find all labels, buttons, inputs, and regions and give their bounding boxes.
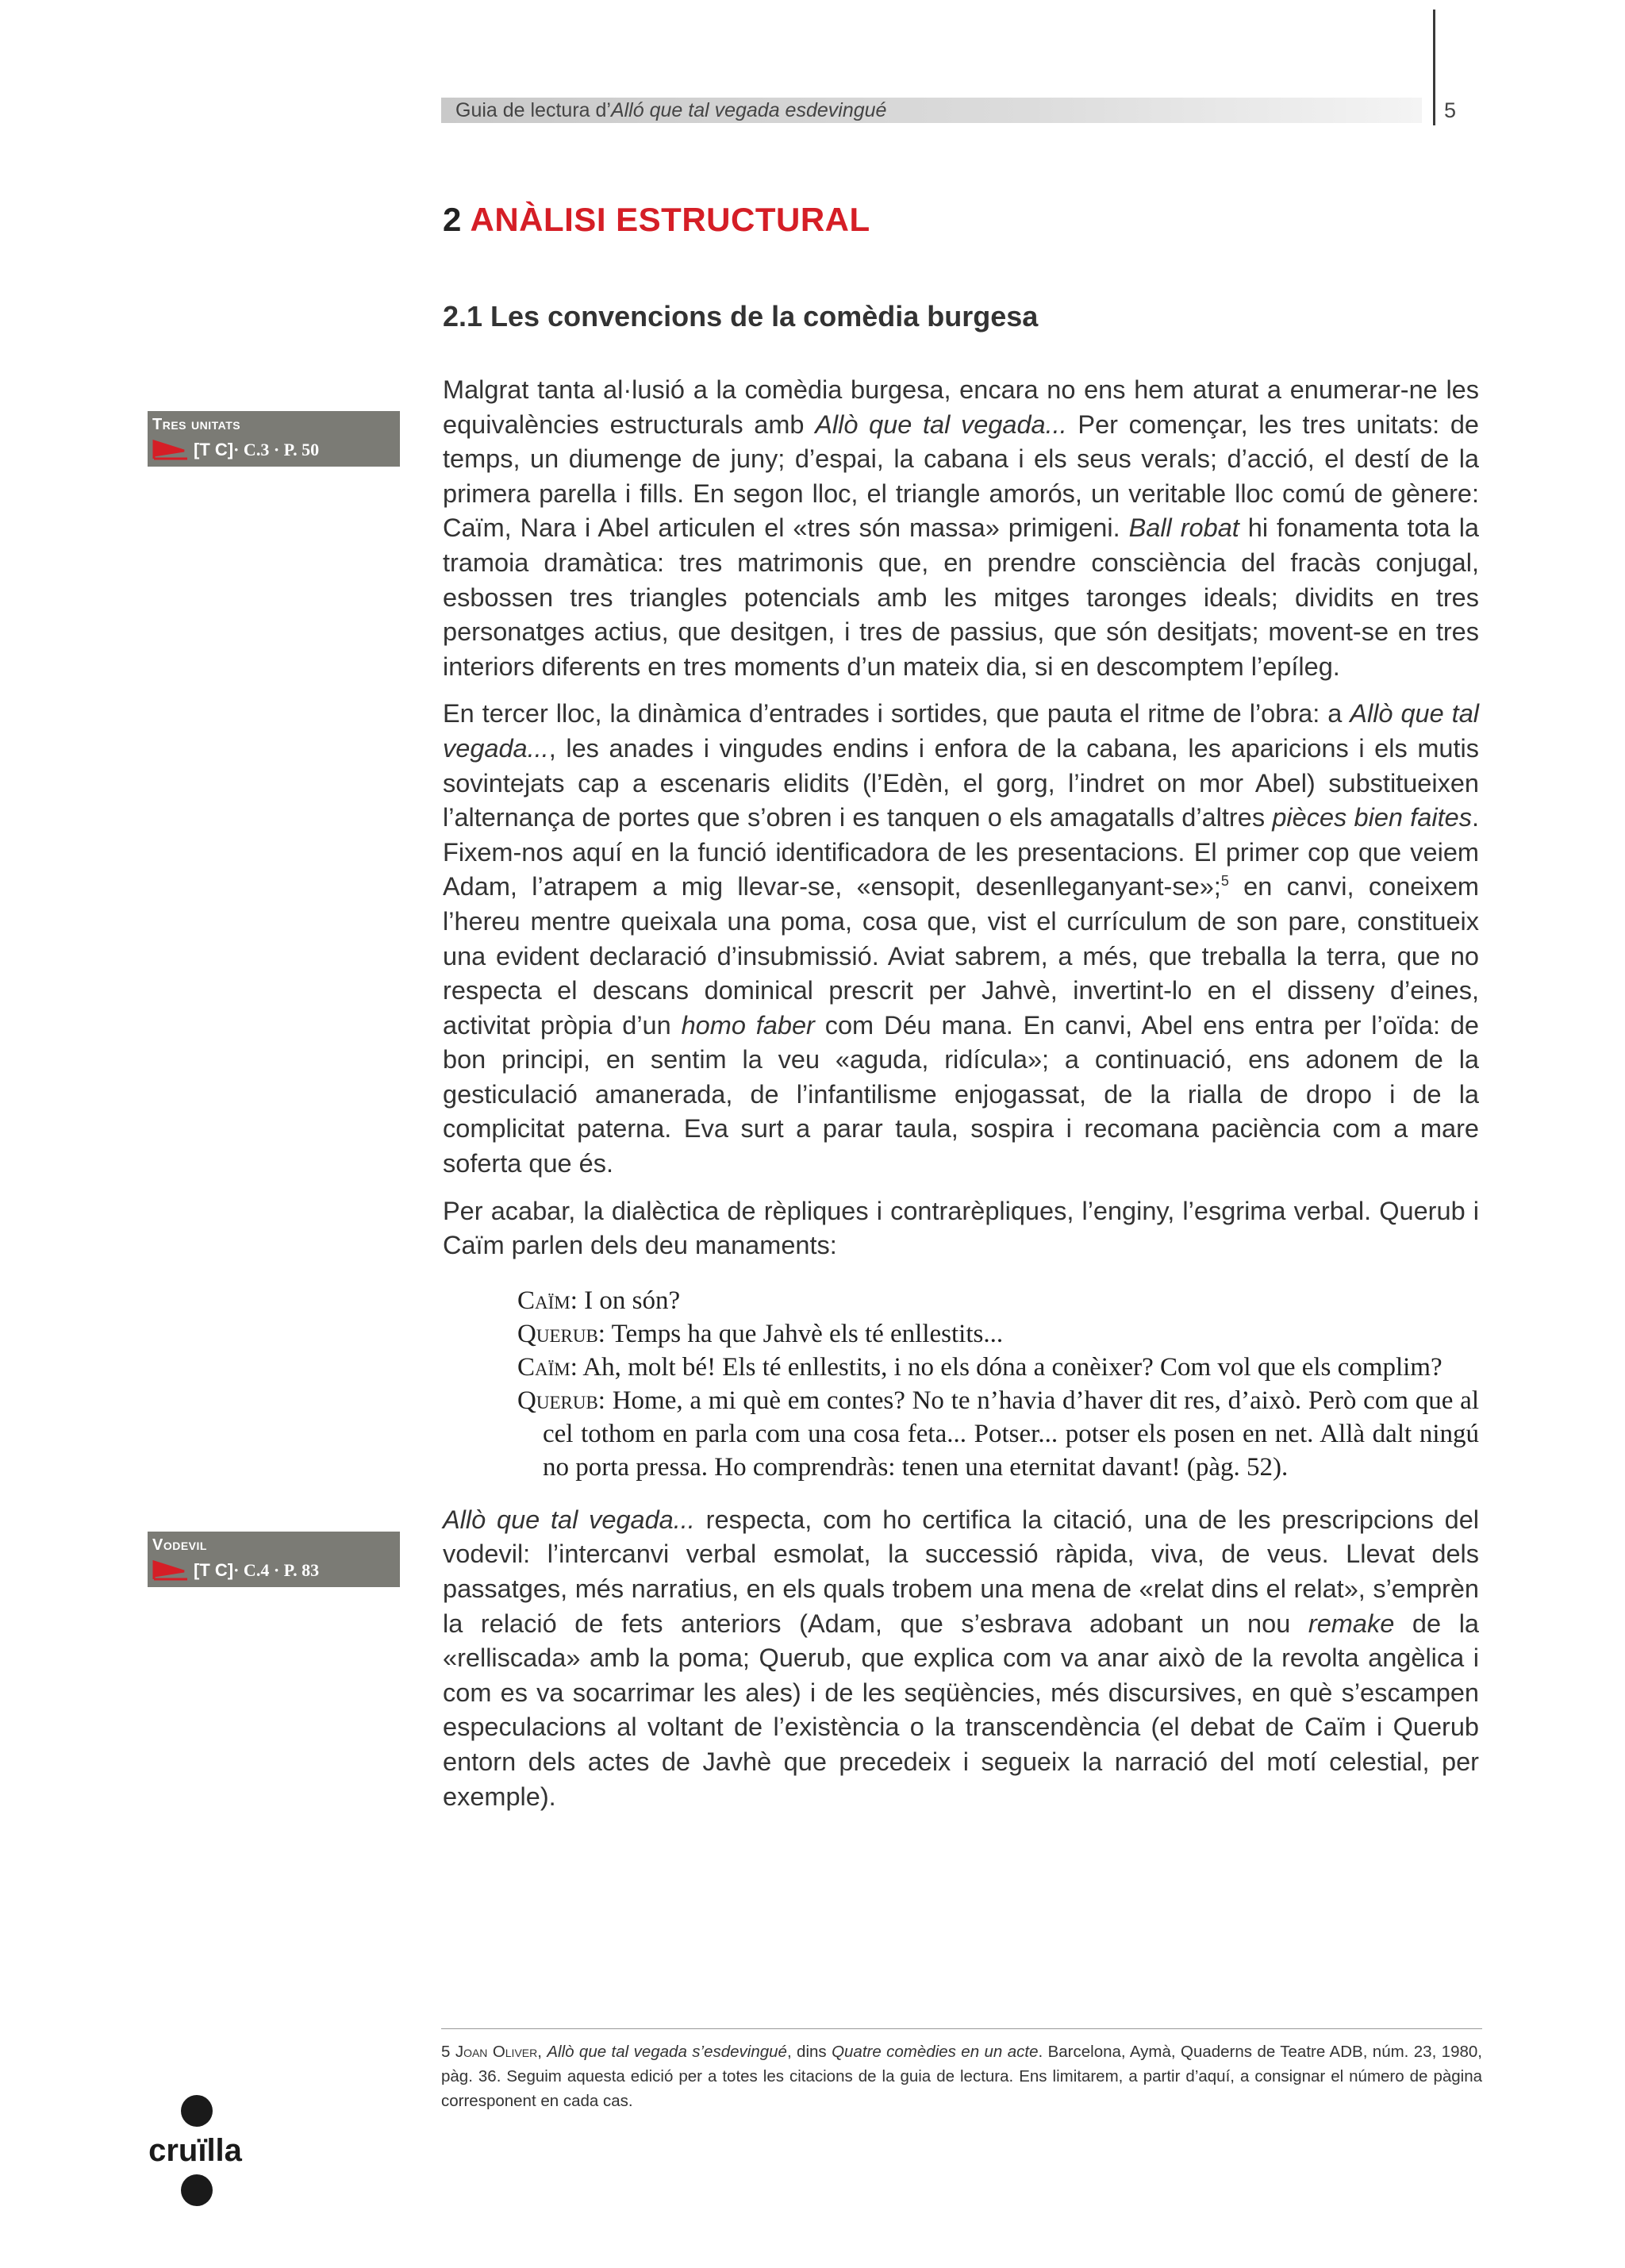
section-title-text: ANÀLISI ESTRUCTURAL	[470, 201, 870, 238]
footnote-divider	[441, 2028, 1482, 2029]
paragraph-1: Malgrat tanta al·lusió a la comèdia burgesa, encara no ens hem aturat a enumerar-ne les equivalències estructurals amb Allò que tal vegada... Per començar, les tres unitats: de temps, un diumenge de juny; d’espai, la cabana i els seus verals; d’acció, el destí de la primera parella i fills. En segon lloc, el triangle amorós, un veritable lloc comú de gènere: Caïm, Nara i Abel articulen el «tres són massa» primigeni. Ball robat hi fonamenta tota la tramoia dramàtica: tres matrimonis que, en prendre consciència del fracàs conjugal, esbossen tres triangles potencials amb les mitges taronges ideals; dividits en tres personatges actius, que desitgen, i tres de passius, que són desitjats; movent-se en tres interiors diferents en tres moments d’un mateix dia, si en descomptem l’epíleg.	[443, 375, 1479, 681]
dialogue-line: Caïm: I on són?	[517, 1286, 681, 1315]
footnote-author: Joan Oliver	[455, 2043, 538, 2061]
subsection-title: 2.1 Les convencions de la comèdia burgesa	[443, 300, 1039, 333]
margin-note-tres-unitats	[148, 411, 400, 467]
header-vertical-rule	[1433, 10, 1435, 125]
margin-note-label: Vodevil	[152, 1536, 207, 1554]
paragraph-3: Per acabar, la dialèctica de rèpliques i contrarèpliques, l’enginy, l’esgrima verbal. Querub i Caïm parlen dels deu manaments:	[443, 1196, 1479, 1260]
dialogue-line: Querub: Temps ha que Jahvè els té enllestits...	[517, 1319, 1004, 1348]
margin-note-label: Tres unitats	[152, 416, 241, 433]
margin-note-vodevil	[148, 1532, 400, 1587]
red-flag-icon	[152, 1560, 189, 1581]
section-title	[443, 201, 870, 239]
dialogue-line: Querub: Home, a mi què em contes? No te n’havia d’haver dit res, d’això. Però com que al cel tothom en parla com una cosa feta... Potser... potser els posen en net. Allà dalt ningú no porta pressa. Ho comprendràs: tenen una eternitat davant! (pàg. 52).	[517, 1386, 1479, 1482]
publisher-logo	[148, 2095, 243, 2206]
running-header-title: Alló que tal vegada esdevingué	[610, 99, 887, 121]
speaker: Querub	[517, 1386, 598, 1415]
red-flag-icon	[152, 440, 189, 460]
logo-dot-bottom	[181, 2174, 213, 2206]
speaker: Querub	[517, 1319, 598, 1348]
body-text	[443, 373, 1479, 1827]
footnote-marker[interactable]: 5	[1220, 873, 1229, 890]
footnote-number: 5	[441, 2043, 451, 2061]
dialogue-quote	[517, 1284, 1479, 1484]
margin-note-ref	[152, 1559, 319, 1582]
tc-tag: [T C]	[194, 1560, 234, 1580]
paragraph-2: En tercer lloc, la dinàmica d’entrades i sortides, que pauta el ritme de l’obra: a Allò que tal vegada..., les anades i vingudes endins i enfora de la cabana, les aparicions i els mutis sovintejats cap a escenaris elidits (l’Edèn, el gorg, l’indret on mor Abel) substitueixen l’alternança de portes que s’obren i es tanquen o els amagatalls d’altres pièces bien faites. Fixem-nos aquí en la funció identificadora de les presentacions. El primer cop que veiem Adam, l’atrapem a mig llevar-se, «ensopit, desenlleganyant-se»;$^5$ en canvi, coneixem l’hereu mentre queixala una poma, cosa que, vist el currículum de son pare, constitueix una evident declaració d’insubmissió. Aviat sabrem, a més, que treballa la terra, que no respecta el descans dominical prescrit per Jahvè, invertint-lo en el disseny d’eines, activitat pròpia d’un homo faber com Déu mana. En canvi, Abel ens entra per l’oïda: de bon principi, en sentim la veu «aguda, ridícula»; a continuació, ens adonem de la gesticulació amanerada, de l’infantilisme enjogassat, de la rialla de dropo i de la complicitat paterna. Eva surt a parar taula, sospira i recomana paciència com a mare soferta que és.	[443, 699, 1480, 1178]
tc-tag: [T C]	[194, 440, 234, 459]
running-header: Guia de lectura d’Alló que tal vegada esdevingué	[455, 99, 887, 121]
dialogue-line: Caïm: Ah, molt bé! Els té enllestits, i no els dóna a conèixer? Com vol que els complim?	[517, 1352, 1443, 1382]
paragraph-4: Allò que tal vegada... respecta, com ho certifica la citació, una de les prescripcions del vodevil: l’intercanvi verbal esmolat, la successió ràpida, viva, de veus. Llevat dels passatges, més narratius, en els quals trobem una mena de «relat dins el relat», s’emprèn la relació de fets anteriors (Adam, que s’esbrava adobant un nou remake de la «relliscada» amb la poma; Querub, que explica com va anar això de la revolta angèlica i com es va socarrimar les ales) i de les seqüències, més discursives, en què s’escampen especulacions al voltant de l’existència o la transcendència (el debat de Caïm i Querub entorn dels actes de Javhè que precedeix i segueix la narració del motí celestial, per exemple).	[443, 1505, 1479, 1811]
page-number: 5	[1444, 98, 1457, 122]
chapter-page-ref: · C.4 · P. 83	[233, 1560, 320, 1580]
chapter-page-ref: · C.3 · P. 50	[233, 440, 320, 459]
footnote: 5 Joan Oliver, Allò que tal vegada s’esdevingué, dins Quatre comèdies en un acte. Barcelona, Aymà, Quaderns de Teatre ADB, núm. 23, 1980, pàg. 36. Seguim aquesta edició per a totes les citacions de la guia de lectura. Ens limitarem, a partir d’aquí, a consignar el número de pàgina corresponent en cada cas.	[441, 2043, 1482, 2110]
speaker: Caïm	[517, 1286, 570, 1315]
speaker: Caïm	[517, 1352, 570, 1382]
section-number: 2	[443, 201, 462, 238]
logo-dot-top	[181, 2095, 213, 2127]
logo-wordmark: cruïlla	[148, 2133, 242, 2168]
margin-note-ref	[152, 438, 319, 462]
